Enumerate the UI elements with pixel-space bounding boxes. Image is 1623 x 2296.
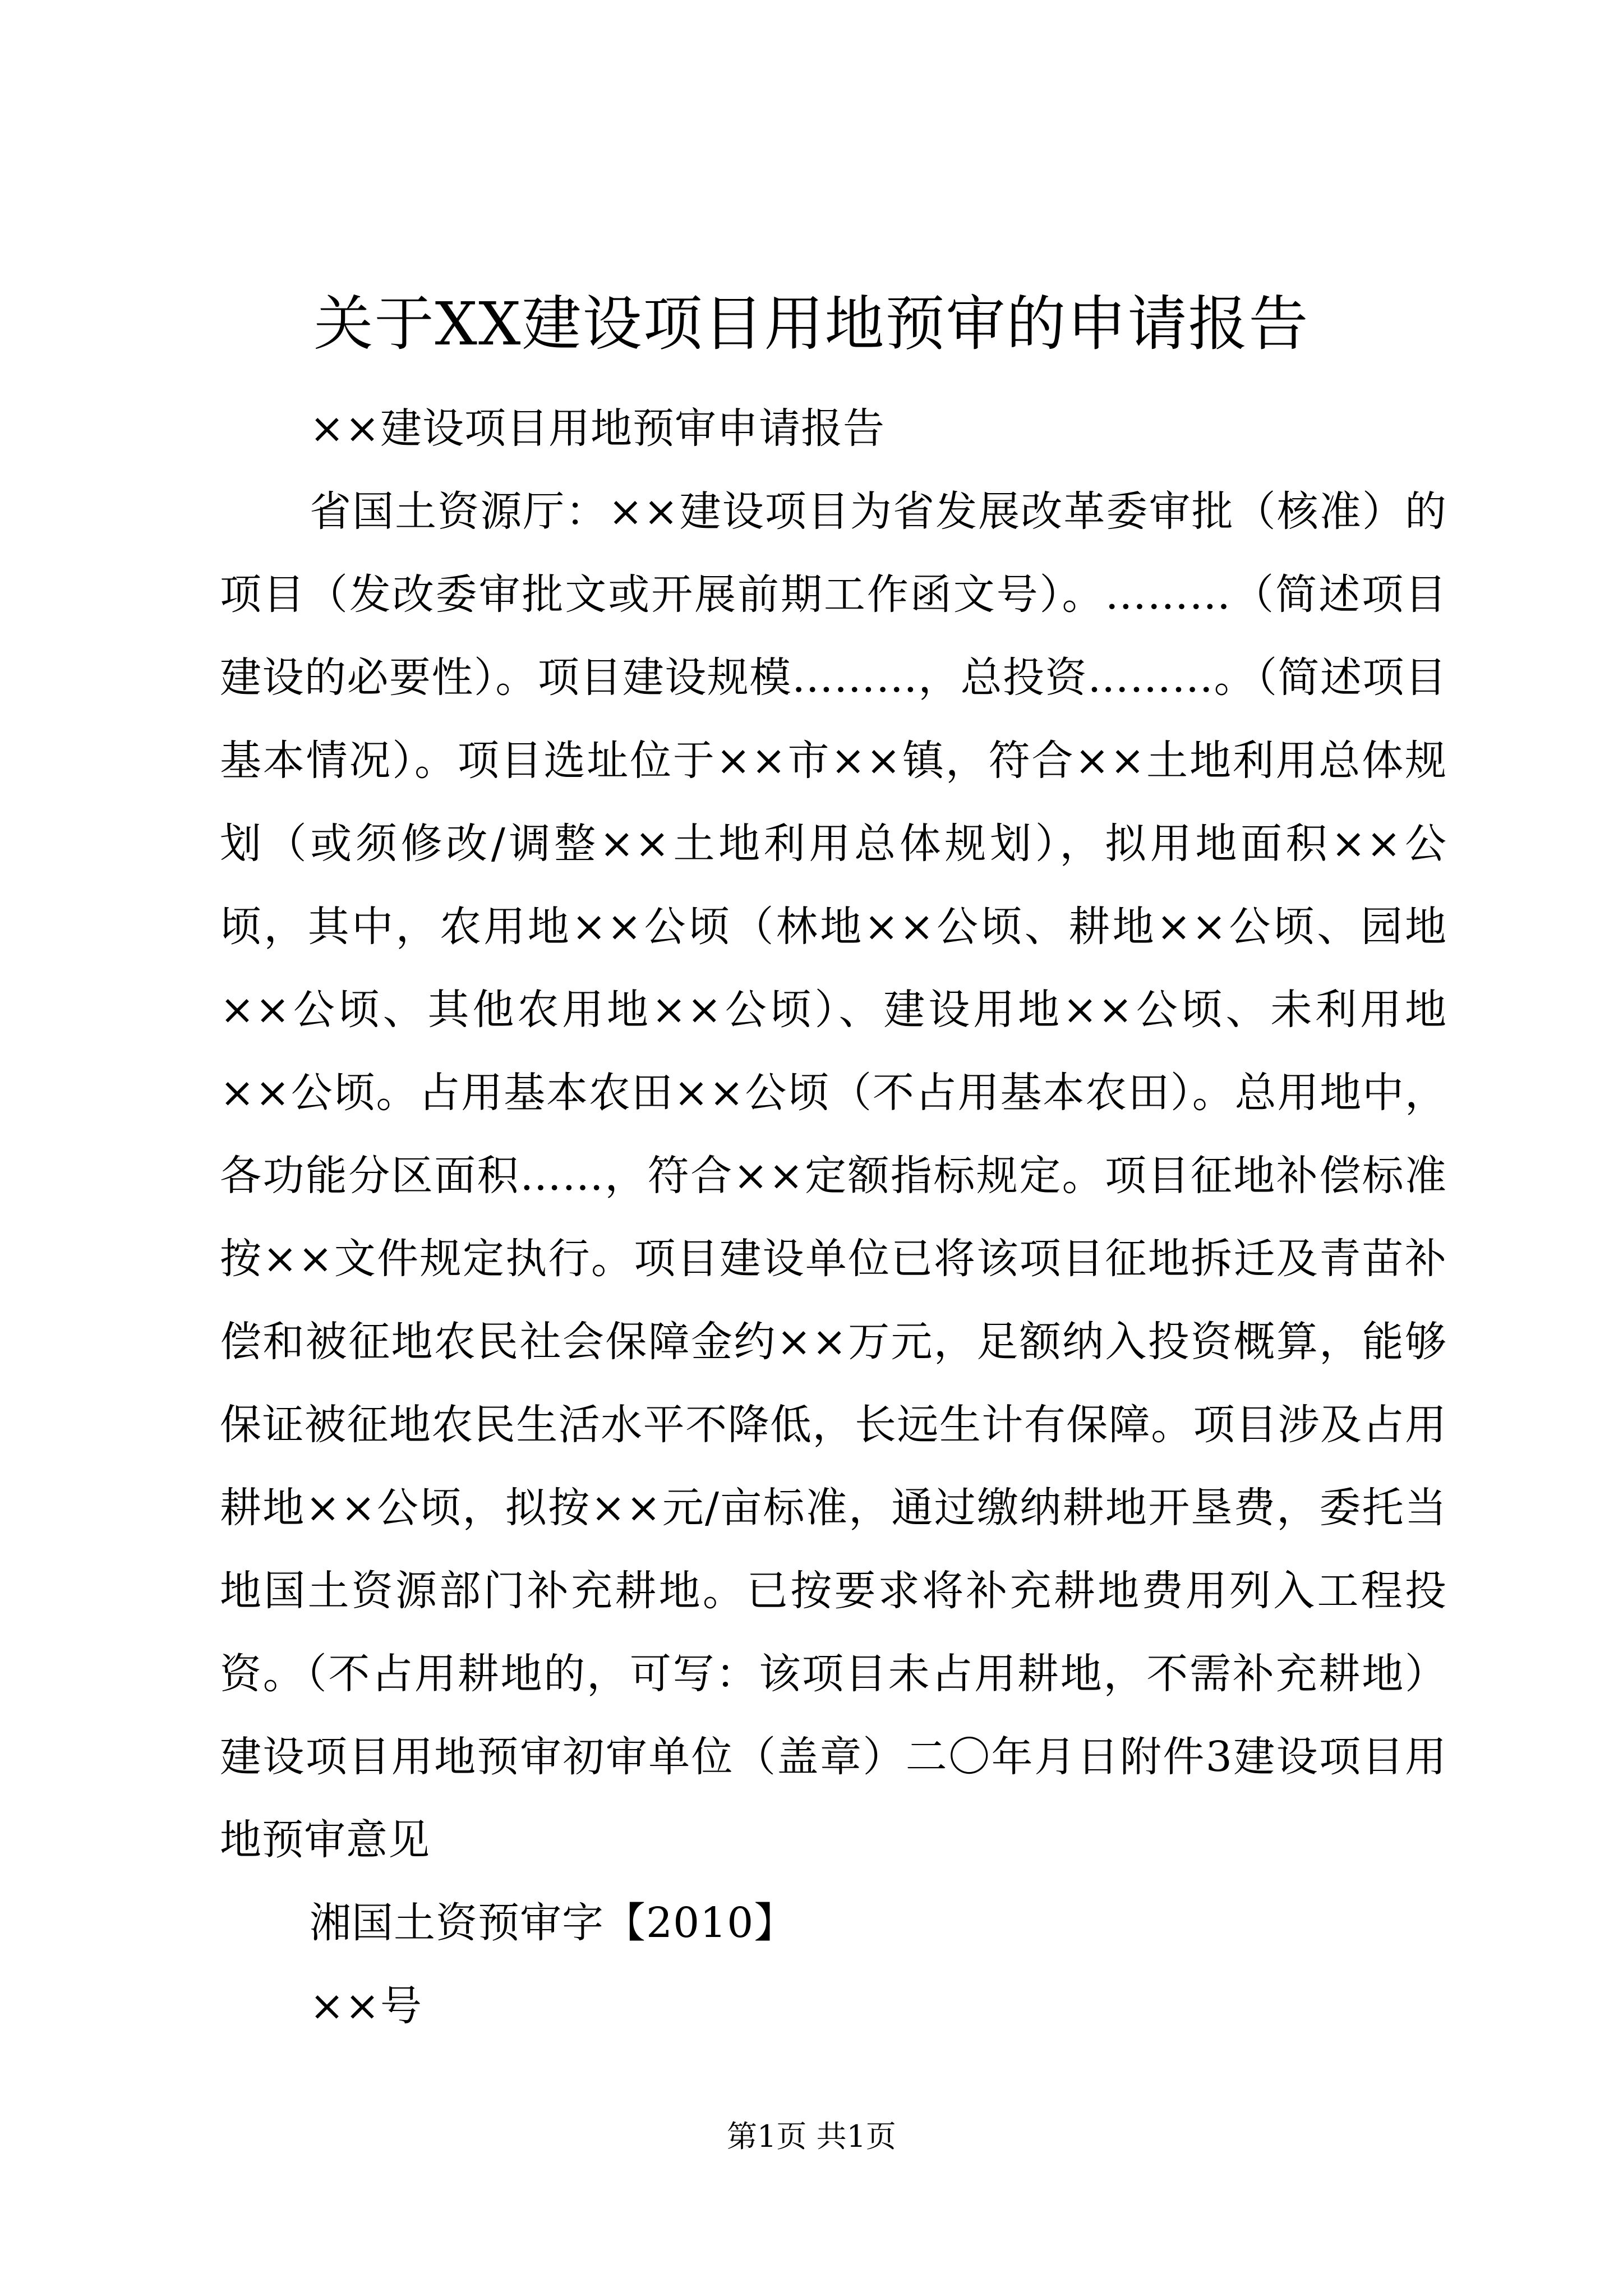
document-body: [220, 387, 1447, 2047]
approval-number-paragraph: ××号: [310, 1982, 423, 2030]
page-footer: 第1页 共1页: [727, 2119, 896, 2154]
approval-code-paragraph: 湘国土资预审字【2010】: [310, 1899, 796, 1947]
report-main-paragraph: 省国土资源厅：××建设项目为省发展改革委审批（核准）的项目（发改委审批文或开展前期工作函文号）。………（简述项目建设的必要性）。项目建设规模………，总投资………。（简述项目基本情况）。项目选址位于××市××镇，符合××土地利用总体规划（或须修改/调整××土地利用总体规划），拟用地面积××公顷，其中，农用地××公顷（林地××公顷、耕地××公顷、园地××公顷、其他农用地××公顷）、建设用地××公顷、未利用地××公顷。占用基本农田××公顷（不占用基本农田）。总用地中，各功能分区面积……，符合××定额指标规定。项目征地补偿标准按××文件规定执行。项目建设单位已将该项目征地拆迁及青苗补偿和被征地农民社会保障金约××万元，足额纳入投资概算，能够保证被征地农民生活水平不降低，长远生计有保障。项目涉及占用耕地××公顷，拟按××元/亩标准，通过缴纳耕地开垦费，委托当地国土资源部门补充耕地。已按要求将补充耕地费用列入工程投资。（不占用耕地的，可写：该项目未占用耕地，不需补充耕地）建设项目用地预审初审单位（盖章）二〇年月日附件3建设项目用地预审意见: [220, 487, 1447, 1864]
report-subtitle-paragraph: ××建设项目用地预审申请报告: [310, 404, 886, 453]
document-title: 关于XX建设项目用地预审的申请报告: [313, 289, 1310, 358]
